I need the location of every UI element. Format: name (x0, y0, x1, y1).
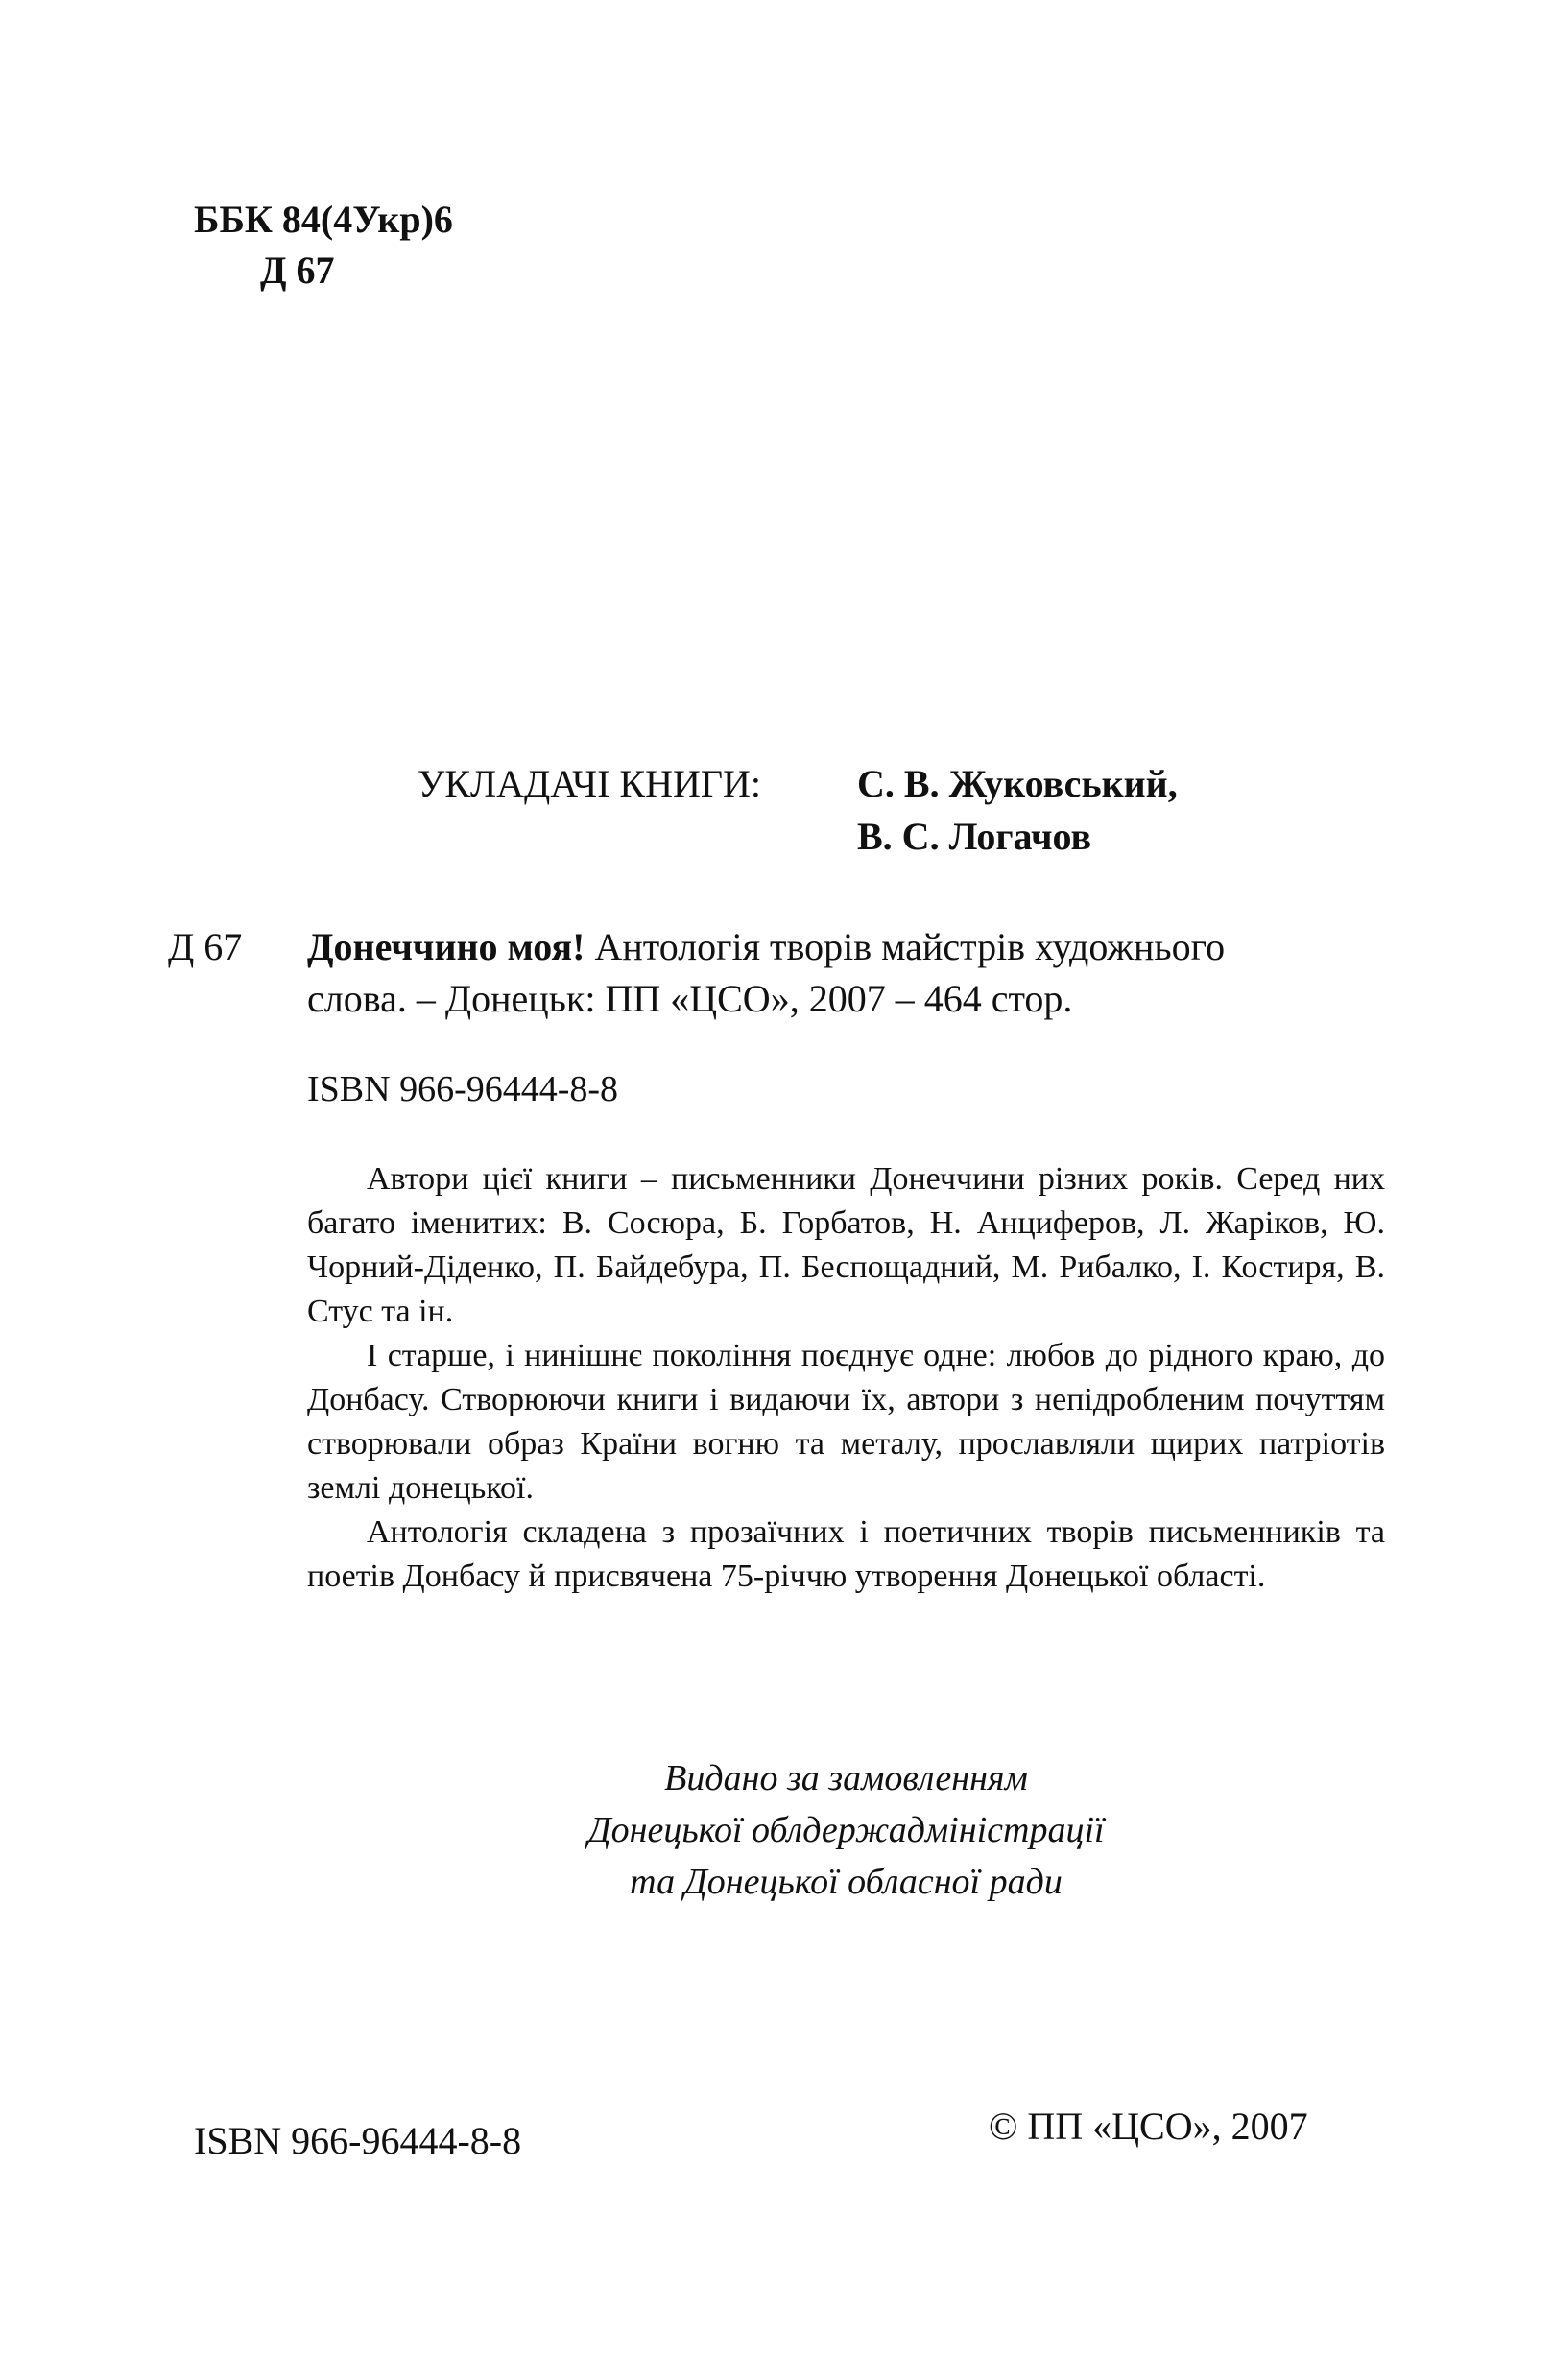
entry-author-mark: Д 67 (168, 925, 243, 968)
isbn: ISBN 966-96444-8-8 (307, 1069, 619, 1109)
annotation-paragraph: І старше, і нинішнє покоління поєднує одне: любов до рідного краю, до Донбасу. Створюючи книги і видаючи їх, автори з непідробленим почуттям створювали образ Країни вогню та металу, прославляли щирих патріотів землі донецької. (307, 1338, 1385, 1506)
compiler-name: С. В. Жуковський, (857, 762, 1178, 805)
bbk-code: ББК 84(4Укр)6 (194, 198, 453, 241)
annotation-paragraph: Автори цієї книги – письменники Донеччини різних років. Серед них багато іменитих: В. Сосюра, Б. Горбатов, Н. Анциферов, Л. Жаріков, Ю. Чорний-Діденко, П. Байдебура, П. Беспощадний, М. Рибалко, І. Костиря, В. Стус та ін. (307, 1161, 1385, 1329)
footer-isbn: ISBN 966-96444-8-8 (194, 2119, 522, 2162)
commissioned-line: Донецької облдержадміністрації (587, 1810, 1105, 1850)
commissioned-by (307, 1752, 1385, 1908)
annotation-paragraph: Антологія складена з прозаїчних і поетичних творів письменників та поетів Донбасу й присвячена 75-річчю утворення Донецької області. (307, 1514, 1385, 1594)
compiler-name: В. С. Логачов (857, 815, 1092, 858)
entry-description: Антологія творів майстрів художнього (585, 925, 1226, 968)
author-mark: Д 67 (260, 249, 335, 292)
copyright-notice: © ПП «ЦСО», 2007 (989, 2105, 1308, 2148)
compilers-label: УКЛАДАЧІ КНИГИ: (418, 762, 762, 805)
entry-publication-info: слова. – Донецьк: ПП «ЦСО», 2007 – 464 стор. (307, 977, 1073, 1020)
commissioned-line: та Донецької обласної ради (630, 1862, 1063, 1902)
commissioned-line: Видано за замовленням (664, 1758, 1028, 1798)
annotation (307, 1157, 1385, 1599)
book-title: Донеччино моя! (307, 925, 585, 968)
entry-line (307, 922, 1225, 972)
